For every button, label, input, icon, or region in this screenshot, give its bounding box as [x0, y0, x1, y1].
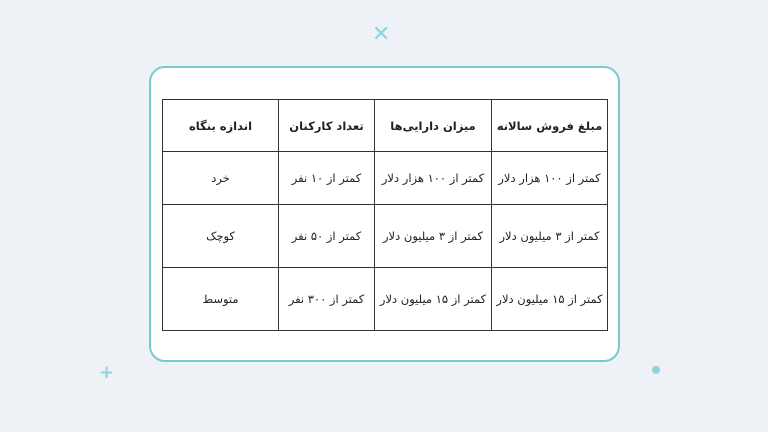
- table-header-row: [163, 100, 608, 152]
- cell-business-size: خرد: [163, 152, 279, 205]
- cell-employees: کمتر از ۳۰۰ نفر: [279, 268, 375, 331]
- table-row: [163, 205, 608, 268]
- plus-decoration-icon: +: [99, 362, 115, 383]
- x-decoration-icon: ✕: [372, 22, 391, 47]
- cell-assets: کمتر از ۳ میلیون دلار: [375, 205, 492, 268]
- business-size-table: [162, 99, 608, 331]
- table-row: [163, 152, 608, 205]
- cell-business-size: متوسط: [163, 268, 279, 331]
- cell-business-size: کوچک: [163, 205, 279, 268]
- header-assets: میزان دارایی‌ها: [375, 100, 492, 152]
- cell-annual-sales: کمتر از ۱۵ میلیون دلار: [492, 268, 608, 331]
- cell-employees: کمتر از ۱۰ نفر: [279, 152, 375, 205]
- header-business-size: اندازه بنگاه: [163, 100, 279, 152]
- cell-annual-sales: کمتر از ۳ میلیون دلار: [492, 205, 608, 268]
- header-employees: تعداد کارکنان: [279, 100, 375, 152]
- cell-assets: کمتر از ۱۵ میلیون دلار: [375, 268, 492, 331]
- cell-annual-sales: کمتر از ۱۰۰ هزار دلار: [492, 152, 608, 205]
- dot-decoration-icon: [652, 366, 660, 374]
- cell-assets: کمتر از ۱۰۰ هزار دلار: [375, 152, 492, 205]
- cell-employees: کمتر از ۵۰ نفر: [279, 205, 375, 268]
- header-annual-sales: مبلغ فروش سالانه: [492, 100, 608, 152]
- table-card: [149, 66, 620, 362]
- table-row: [163, 268, 608, 331]
